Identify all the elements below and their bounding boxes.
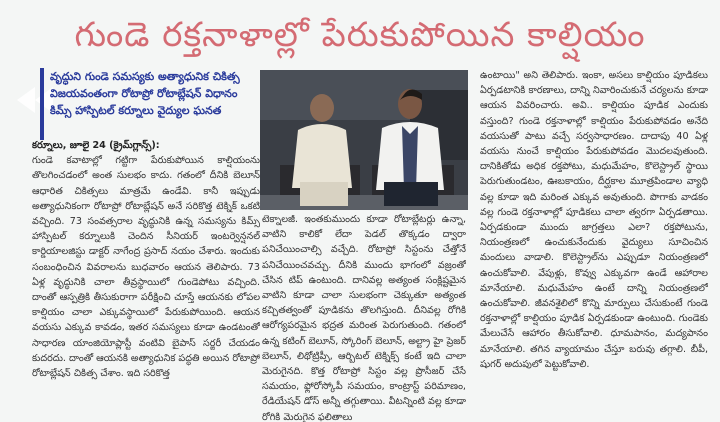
doctor-and-patient-photo [260, 70, 468, 210]
article-column-2 [262, 212, 466, 422]
subheading-line: కిమ్స్ హాస్పిటల్ కర్నూలు వైద్యుల ఘనత [50, 104, 222, 117]
subheading-line: విజయవంతంగా రోటాప్రో రోటాబ్లేషన్ విధానం [50, 87, 238, 100]
article-column-3 [480, 68, 708, 422]
article-subheading [40, 68, 275, 140]
column-3-text: ఉంటాయి" అని తెలిపారు. ఇంకా, అసలు కాల్షియం పూడికలు ఏర్పడటానికి కారణాలు, దాన్ని నివారించుకునే చర్యలను కూడా ఆయన వివరించారు. అవి.. కాల్షియం పూడిక ఎందుకు వస్తుంది? గుండె రక్తనాళాల్లో కాల్షియం పేరుకుపోవడం అనేది వయసుతో పాటు వచ్చే సర్వసాధారణం. దాదాపు 40 ఏళ్ల వయసు నుంచే కాల్షియం పేరుకుపోవడం మొదలవుతుంది. దానికితోడు అధిక రక్తపోటు, మధుమేహం, కొలెస్ట్రాల్ స్థాయి పెరుగుతుండటం, ఊబకాయం, దీర్ఘకాల మూత్రపిండాల వ్యాధి వల్ల కూడా ఇది మరింత ఎక్కువ అవుతుంది. పొగాకు వాడకం వల్ల గుండె రక్తనాళాల్లో పూడికలు చాలా త్వరగా ఏర్పడతాయి. ఏర్పడకుండా ముందు జాగ్రత్తలు ఎలా? రక్తపోటును, నియంత్రణలో ఉంచుకునేందుకు వైద్యులు సూచించిన మందులు వాడాలి. కొలెస్ట్రాల్‌ను ఎప్పుడూ నియంత్రణలో ఉంచుకోవాలి. వేపుళ్లు, కొవ్వు ఎక్కువగా ఉండే ఆహారాల మానేయాలి. మధుమేహం ఉంటే దాన్ని నియంత్రణలో ఉంచుకోవాలి. జీవనశైలిలో కొన్ని మార్పులు చేసుకుంటే గుండె రక్తనాళాల్లో కాల్షియం పూడిక ఏర్పడకుండా ఉంటుంది. గుండెకు మేలుచేసే ఆహారం తీసుకోవాలి. ధూమపానం, మద్యపానం మానేయాలి. తగిన వ్యాయామం చేస్తూ బరువు తగ్గాలి. బీపీ, షుగర్ అదుపులో పెట్టుకోవాలి. [480, 70, 708, 370]
column-1-text: గుండె కవాటాల్లో గట్టిగా పేరుకుపోయిన కాల్షియంను తొలగించడంలో అంత సులభం కాదు. గతంలో దీనికి బెలూన్ ఆధారిత చికిత్సలు మాత్రమే ఉండేవి. కానీ ఇప్పుడు అత్యాధునికంగా రోటాప్రో రోటాబ్లేషన్ అనే సరికొత్త టెక్నిక్ ఒకటి వచ్చింది. 73 సంవత్సరాల వృద్ధునికి ఉన్న సమస్యను కిమ్స్ హాస్పిటల్ కర్నూలుకి చెందిన సీనియర్ ఇంటర్వెన్షనల్ కార్డియాలజిస్టు డాక్టర్ నాగేంద్ర ప్రసాద్ నయం చేశారు. ఇందుకు సంబంధించిన వివరాలను బుధవారం ఆయన తెలిపారు. 73 ఏళ్ల వృద్ధునికి చాలా తీవ్రస్థాయిలో గుండెపోటు వచ్చింది. దాంతో ఆస్పత్రికి తీసుకురాగా పరీక్షించి చూస్తే ఆయనకు లోపల కాల్షియం చాలా ఎక్కువస్థాయిలో పేరుకుపోయింది. ఆయన వయసు ఎక్కువ కావడం, ఇతర సమస్యలు కూడా ఉండటంతో సాధారణ యాంజియోప్లాస్టీ వంటివి బైపాస్ సర్జరీ చేయడం కుదరదు. దాంతో ఆయనకి అత్యాధునిక పద్ధతి అయిన రోటాప్రో రోటాబ్లేషన్ చికిత్స చేశాం. ఇది సరికొత్త [32, 155, 260, 380]
article-headline: గుండె రక్తనాళాల్లో పేరుకుపోయిన కాల్షియం [74, 15, 646, 55]
article-column-1 [32, 138, 260, 422]
column-2-text: టెక్నాలజీ. ఇంతకుముందు కూడా రోటాబ్లేటర్లు ఉన్నా, వాటిని కాలికో లేదా పెడల్ తొక్కడం ద్వారా పనిచేయించాల్సి వచ్చేది. రోటాప్రో సిస్టంను చేత్తోనే పనిచేయించవచ్చు. దీనికి ముందు భాగంలో వజ్రంతో చేసిన టిప్ ఉంటుంది. దానివల్ల అత్యంత సంక్లిష్టమైన వాటిని కూడా చాలా సులభంగా చెక్కుతూ అత్యంత కచ్చితత్వంతో పూడికను తొలగిస్తుంది. దీనివల్ల రోగికి ఆరోగ్యపరమైన భద్రత మరింత పెరుగుతుంది. గతంలో ఉన్న కటింగ్ బెలూన్, స్కోరింగ్ బెలూన్, అల్ట్రా హై ప్రెజర్ బెలూన్, లిథోట్రిప్సీ, ఆర్బిటల్ టెక్నిక్స్ కంటే ఇది చాలా మెరుగైనది. కొత్త రోటాప్రో సిస్టం వల్ల ప్రొసీజర్ చేసే సమయం, ఫ్లోరోస్కోపీ సమయం, కాంట్రాస్ట్ పరిమాణం, రేడియేషన్ డోస్ అన్నీ తగ్గుతాయి. వీటన్నింటి వల్ల కూడా రోగికి మెరుగైన ఫలితాలు [262, 214, 466, 422]
subheading-line: వృద్ధుని గుండె సమస్యకు అత్యాధునిక చికిత్స [50, 70, 240, 83]
dateline: కర్నూలు, జూలై 24 (క్రైమ్‌గ్లాన్స్): [32, 140, 160, 151]
article-photo [260, 70, 468, 210]
